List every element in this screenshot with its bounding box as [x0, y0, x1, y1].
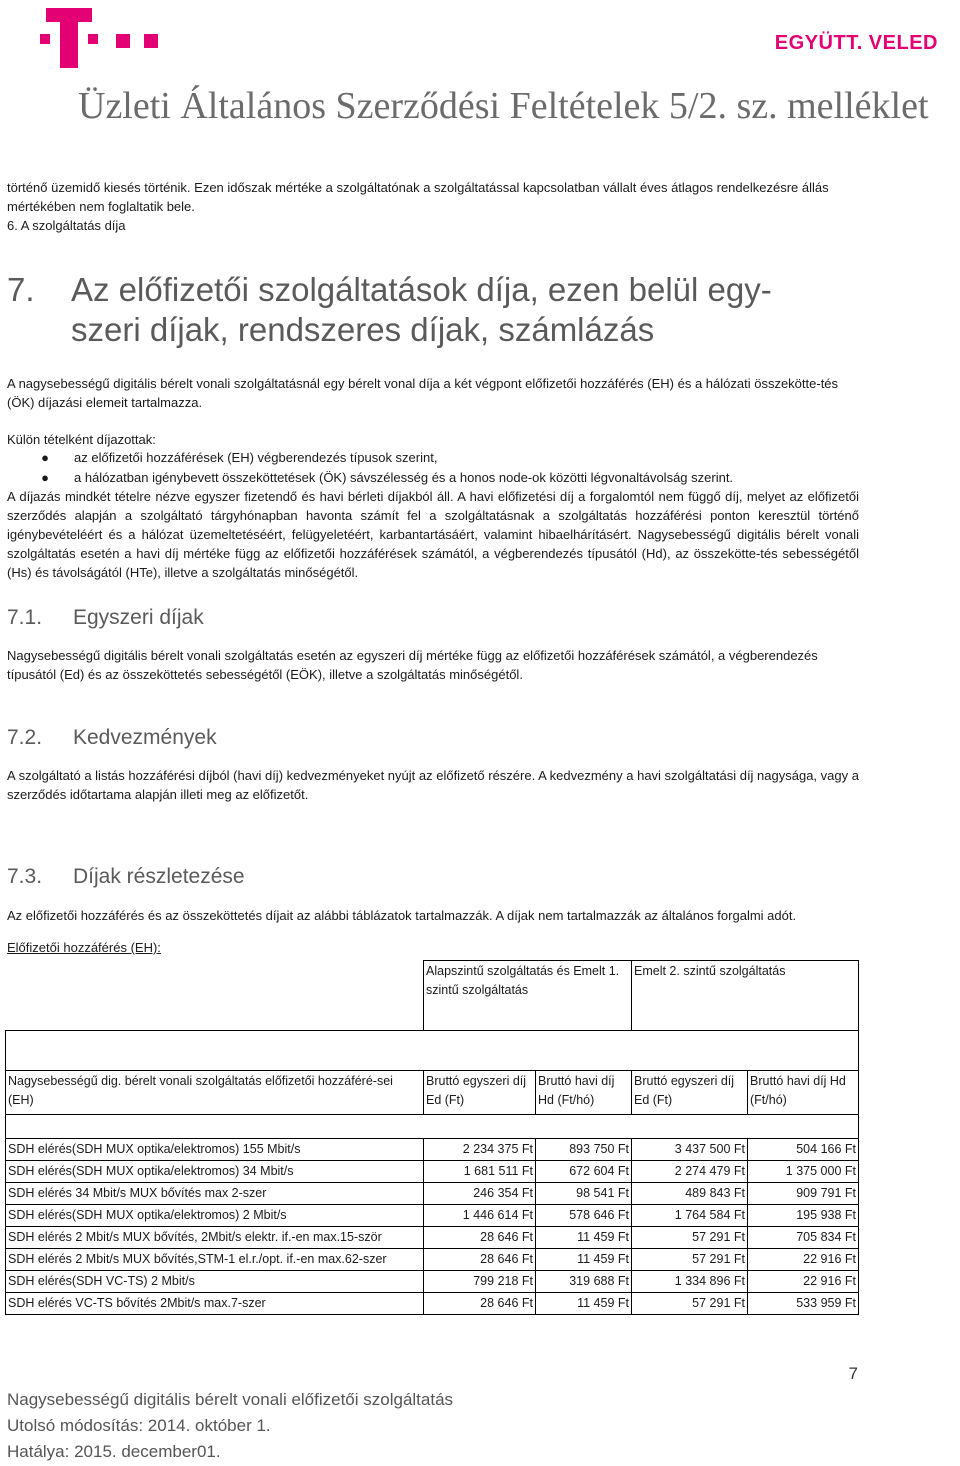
bullet-icon: ●	[41, 450, 49, 465]
brand-slogan: EGYÜTT. VELED	[774, 32, 938, 54]
page-number: 7	[848, 1364, 858, 1383]
document-title: Üzleti Általános Szerződési Feltételek 5/2. sz. melléklet	[78, 85, 929, 127]
col-header-4: Bruttó havi díj Hd (Ft/hó)	[748, 1071, 859, 1115]
bullet-icon: ●	[41, 470, 49, 485]
section-7-2-paragraph: A szolgáltató a listás hozzáférési díjból (havi díj) kedvezményeket nyújt az előfizető részére. A kedvezmény a havi szolgáltatási díj nagysága, vagy a szerződés időtartama alapján illeti meg az előfizetőt.	[7, 768, 859, 802]
table-row: SDH elérés 34 Mbit/s MUX bővítés max 2-szer 246 354 Ft 98 541 Ft 489 843 Ft 909 791 Ft	[6, 1183, 859, 1205]
section-7-2-heading: 7.2. Kedvezmények	[7, 726, 217, 749]
group-header-emelt2: Emelt 2. szintű szolgáltatás	[632, 961, 859, 1031]
table-row: SDH elérés 2 Mbit/s MUX bővítés, 2Mbit/s elektr. if.-en max.15-ször 28 646 Ft 11 459 Ft 57 291 Ft 705 834 Ft	[6, 1227, 859, 1249]
footer-effective-date: Hatálya: 2015. december01.	[7, 1442, 221, 1461]
section-7-3-heading: 7.3. Díjak részletezése	[7, 865, 245, 888]
col-header-2: Bruttó havi díj Hd (Ft/hó)	[536, 1071, 632, 1115]
section-7-title: Az előfizetői szolgáltatások díja, ezen belül egy-	[71, 271, 772, 308]
section-7-paragraph-2: Külön tételként díjazottak:	[7, 432, 156, 447]
fee-table	[5, 960, 859, 1315]
table-row: SDH elérés(SDH VC-TS) 2 Mbit/s 799 218 Ft 319 688 Ft 1 334 896 Ft 22 916 Ft	[6, 1271, 859, 1293]
section-7-title-line2: szeri díjak, rendszeres díjak, számlázás	[71, 311, 655, 348]
item-6-label: 6. A szolgáltatás díja	[7, 218, 126, 233]
footer-service-name: Nagysebességű digitális bérelt vonali előfizetői szolgáltatás	[7, 1390, 454, 1409]
intro-paragraph: történő üzemidő kiesés történik. Ezen időszak mértéke a szolgáltatónak a szolgáltatással kapcsolatban vállalt éves átlagos rendelkezésre állás mértékében nem foglaltatik bele.	[7, 180, 829, 214]
table-title: Előfizetői hozzáférés (EH):	[7, 940, 161, 955]
col-header-1: Bruttó egyszeri díj Ed (Ft)	[424, 1071, 536, 1115]
section-7-3-paragraph: Az előfizetői hozzáférés és az összeköttetés díjait az alábbi táblázatok tartalmazzák. A díjak nem tartalmazzák az általános forgalmi adót.	[7, 908, 797, 923]
row-header-cell: Nagysebességű dig. bérelt vonali szolgáltatás előfizetői hozzáféré-sei (EH)	[6, 1071, 424, 1115]
bullet-text: az előfizetői hozzáférések (EH) végberendezés típusok szerint,	[74, 450, 438, 465]
table-row: SDH elérés(SDH MUX optika/elektromos) 2 Mbit/s 1 446 614 Ft 578 646 Ft 1 764 584 Ft 195 938 Ft	[6, 1205, 859, 1227]
table-row: SDH elérés 2 Mbit/s MUX bővítés,STM-1 el.r./opt. if.-en max.62-szer 28 646 Ft 11 459 Ft 57 291 Ft 22 916 Ft	[6, 1249, 859, 1271]
table-row: SDH elérés VC-TS bővítés 2Mbit/s max.7-szer 28 646 Ft 11 459 Ft 57 291 Ft 533 959 Ft	[6, 1293, 859, 1315]
col-header-3: Bruttó egyszeri díj Ed (Ft)	[632, 1071, 748, 1115]
section-7-1-paragraph: Nagysebességű digitális bérelt vonali szolgáltatás esetén az egyszeri díj mértéke függ az előfizetői hozzáférések számától, a végberendezés típusától (Ed) és az összeköttetés sebességétől (EÖK), illetve a szolgáltatás minőségétől.	[7, 648, 818, 682]
group-header-basic: Alapszintű szolgáltatás és Emelt 1. szintű szolgáltatás	[424, 961, 632, 1031]
footer-last-modified: Utolsó módosítás: 2014. október 1.	[7, 1416, 271, 1435]
bullet-text: a hálózatban igénybevett összeköttetések (ÖK) sávszélesség és a honos node-ok közötti légvonaltávolság szerint.	[74, 470, 734, 485]
table-row: SDH elérés(SDH MUX optika/elektromos) 155 Mbit/s 2 234 375 Ft 893 750 Ft 3 437 500 Ft 504 166 Ft	[6, 1139, 859, 1161]
section-7-paragraph-3: A díjazás mindkét tételre nézve egyszer fizetendő és havi bérleti díjakból áll. A havi előfizetési díj a forgalomtól nem függő díj, melyet az előfizetői szerződés alapján a szolgáltató tárgyhónapban havonta számít fel a szolgáltatásnak a szolgáltatás hozzáférési ponton keresztül történő igénybevételéért és a hálózat üzemeltetéséért, felügyeletéért, karbantartásáért, valamint hibaelhárításért. Nagysebességű digitális bérelt vonali szolgáltatás esetén a havi díj mértéke függ az előfizetői hozzáférések számától, a végberendezés típusától (Hd), az összekötte-tés sebességétől (Hs) és távolságától (HTe), illetve a szolgáltatás minőségétől.	[7, 489, 859, 580]
section-7-1-heading: 7.1. Egyszeri díjak	[7, 606, 204, 629]
section-7-heading	[7, 270, 772, 350]
section-7-number: 7.	[7, 271, 35, 308]
section-7-paragraph-1: A nagysebességű digitális bérelt vonali szolgáltatásnál egy bérelt vonal díja a két végpont előfizetői hozzáférés (EH) és a hálózati összekötte-tés (ÖK) díjazási elemeit tartalmazza.	[7, 376, 839, 410]
telekom-logo	[40, 8, 180, 68]
table-row: SDH elérés(SDH MUX optika/elektromos) 34 Mbit/s 1 681 511 Ft 672 604 Ft 2 274 479 Ft 1 375 000 Ft	[6, 1161, 859, 1183]
